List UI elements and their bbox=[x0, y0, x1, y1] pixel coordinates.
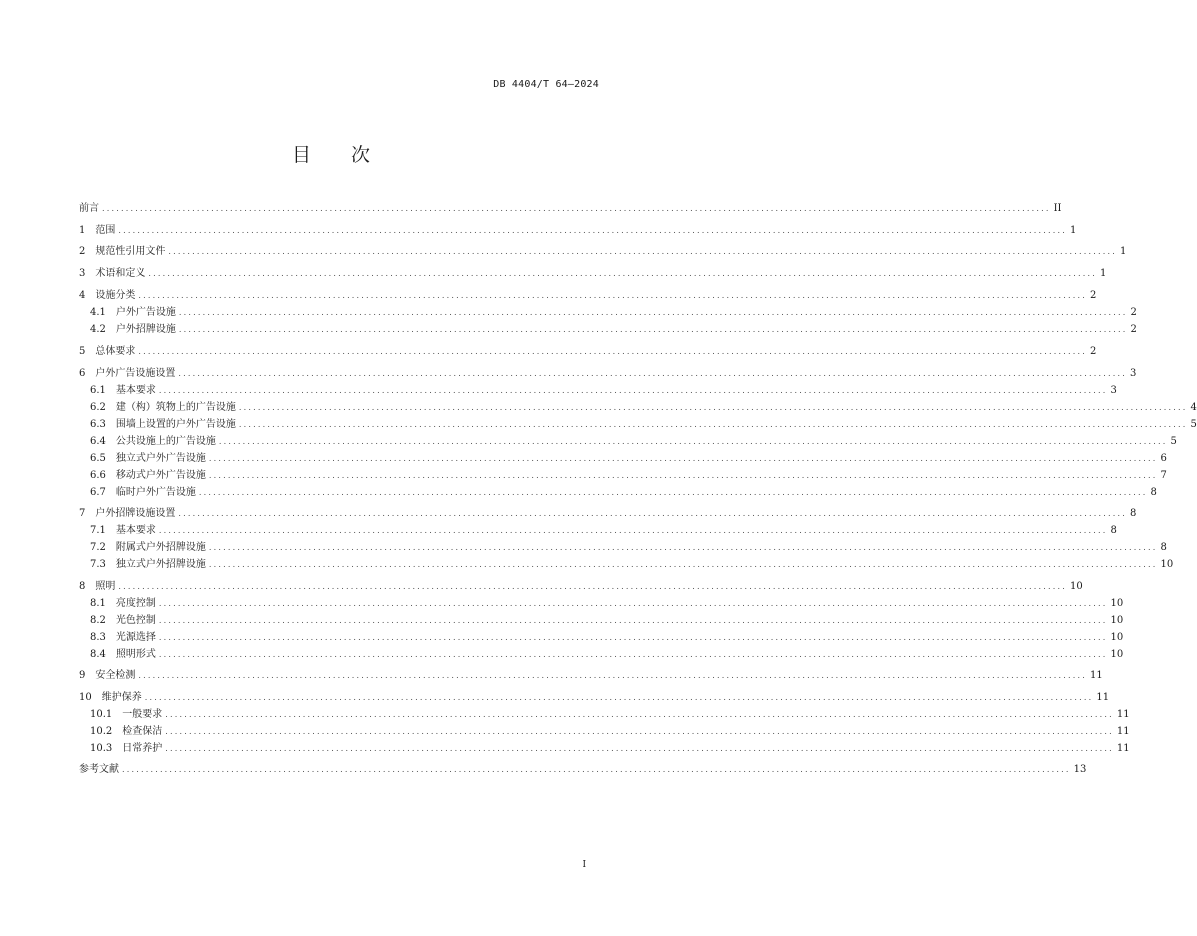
toc-entry[interactable] bbox=[79, 201, 1062, 217]
toc-entry[interactable] bbox=[79, 468, 1167, 484]
toc-entry-label: 附属式户外招牌设施 bbox=[115, 542, 206, 553]
toc-entry-number: 6.1 bbox=[90, 385, 106, 396]
toc-leader-dots: ........................................................................................................................................................................................................ bbox=[208, 543, 1158, 552]
toc-entry-page: 10 bbox=[1110, 598, 1124, 609]
page-number: I bbox=[582, 860, 586, 870]
toc-entry[interactable] bbox=[79, 690, 1110, 706]
toc-entry-number: 7.2 bbox=[90, 542, 106, 553]
toc-entry-page: 6 bbox=[1160, 453, 1167, 464]
toc-leader-dots: ........................................................................................................................................................................................................ bbox=[178, 509, 1127, 518]
toc-entry-page: 8 bbox=[1150, 487, 1157, 498]
toc-entry-label: 规范性引用文件 bbox=[95, 246, 166, 257]
toc-entry-page: 3 bbox=[1129, 368, 1137, 379]
toc-entry[interactable] bbox=[79, 223, 1077, 239]
toc-entry[interactable] bbox=[79, 417, 1197, 433]
toc-entry-label: 户外广告设施 bbox=[115, 307, 176, 318]
toc-entry-label: 检查保洁 bbox=[122, 726, 163, 737]
toc-leader-dots: ........................................................................................................................................................................................................ bbox=[158, 633, 1108, 642]
toc-entry-label: 户外广告设施设置 bbox=[95, 368, 176, 379]
toc-leader-dots: ........................................................................................................................................................................................................ bbox=[178, 369, 1127, 378]
toc-entry-page: 1 bbox=[1119, 246, 1127, 257]
toc-entry-label: 安全检测 bbox=[95, 670, 136, 681]
toc-entry-label: 户外招牌设施 bbox=[115, 324, 176, 335]
toc-entry-page: 11 bbox=[1116, 726, 1130, 737]
toc-entry-page: 11 bbox=[1116, 709, 1130, 720]
toc-leader-dots: ........................................................................................................................................................................................................ bbox=[158, 616, 1108, 625]
toc-entry-number: 8.1 bbox=[90, 598, 106, 609]
toc-leader-dots: ........................................................................................................................................................................................................ bbox=[138, 291, 1087, 300]
toc-entry[interactable] bbox=[79, 668, 1103, 684]
toc-entry-number: 4.1 bbox=[90, 307, 106, 318]
toc-entry-label: 光源选择 bbox=[115, 632, 156, 643]
toc-entry[interactable] bbox=[79, 305, 1137, 321]
toc-entry-label: 光色控制 bbox=[115, 615, 156, 626]
toc-entry-number: 10.2 bbox=[90, 726, 113, 737]
toc-leader-dots: ........................................................................................................................................................................................................ bbox=[165, 710, 1114, 719]
toc-leader-dots: ........................................................................................................................................................................................................ bbox=[158, 650, 1108, 659]
toc-entry[interactable] bbox=[79, 434, 1177, 450]
toc-entry[interactable] bbox=[79, 244, 1127, 260]
toc-leader-dots: ........................................................................................................................................................................................................ bbox=[122, 765, 1071, 774]
toc-entry-page: 11 bbox=[1096, 692, 1110, 703]
toc-entry-number: 4 bbox=[79, 290, 86, 301]
toc-entry-page: 10 bbox=[1110, 632, 1124, 643]
toc-leader-dots: ........................................................................................................................................................................................................ bbox=[158, 386, 1108, 395]
toc-leader-dots: ........................................................................................................................................................................................................ bbox=[238, 420, 1188, 429]
toc-leader-dots: ........................................................................................................................................................................................................ bbox=[218, 437, 1168, 446]
toc-entry-page: 11 bbox=[1089, 670, 1103, 681]
toc-entry-number: 6 bbox=[79, 368, 86, 379]
toc-entry-page: 1 bbox=[1099, 268, 1107, 279]
toc-entry-label: 日常养护 bbox=[122, 743, 163, 754]
toc-leader-dots: ........................................................................................................................................................................................................ bbox=[208, 560, 1158, 569]
toc-entry-page: 10 bbox=[1069, 581, 1083, 592]
toc-entry-number: 1 bbox=[79, 225, 86, 236]
toc-entry[interactable] bbox=[79, 762, 1087, 778]
toc-leader-dots: ........................................................................................................................................................................................................ bbox=[148, 269, 1097, 278]
toc-entry[interactable] bbox=[79, 724, 1130, 740]
toc-entry-label: 临时户外广告设施 bbox=[115, 487, 196, 498]
toc-entry-number: 7.1 bbox=[90, 525, 106, 536]
toc-entry-number: 6.3 bbox=[90, 419, 106, 430]
toc-entry-number: 9 bbox=[79, 670, 86, 681]
toc-entry-label: 设施分类 bbox=[95, 290, 136, 301]
toc-leader-dots: ........................................................................................................................................................................................................ bbox=[118, 226, 1067, 235]
toc-entry[interactable] bbox=[79, 707, 1130, 723]
toc-entry-page: II bbox=[1053, 203, 1062, 214]
page-title: 目次 bbox=[291, 144, 410, 166]
toc-entry-number: 10.3 bbox=[90, 743, 113, 754]
toc-entry-page: 10 bbox=[1110, 615, 1124, 626]
toc-entry-page: 8 bbox=[1160, 542, 1167, 553]
toc-entry[interactable] bbox=[79, 579, 1083, 595]
toc-entry-label: 基本要求 bbox=[115, 385, 156, 396]
toc-entry[interactable] bbox=[79, 523, 1117, 539]
toc-entry-page: 8 bbox=[1129, 508, 1137, 519]
toc-entry-number: 5 bbox=[79, 346, 86, 357]
toc-entry-label: 亮度控制 bbox=[115, 598, 156, 609]
toc-entry[interactable] bbox=[79, 266, 1107, 282]
toc-leader-dots: ........................................................................................................................................................................................................ bbox=[158, 526, 1108, 535]
toc-leader-dots: ........................................................................................................................................................................................................ bbox=[138, 671, 1087, 680]
toc-entry-page: 1 bbox=[1069, 225, 1077, 236]
toc-entry-number: 7 bbox=[79, 508, 86, 519]
toc-entry-label: 照明 bbox=[95, 581, 116, 592]
toc-entry[interactable] bbox=[79, 557, 1174, 573]
toc-entry-label: 户外招牌设施设置 bbox=[95, 508, 176, 519]
toc-entry-number: 10.1 bbox=[90, 709, 113, 720]
toc-entry-label: 独立式户外广告设施 bbox=[115, 453, 206, 464]
toc-leader-dots: ........................................................................................................................................................................................................ bbox=[165, 744, 1114, 753]
toc-leader-dots: ........................................................................................................................................................................................................ bbox=[198, 488, 1148, 497]
toc-entry-page: 4 bbox=[1190, 402, 1197, 413]
toc-leader-dots: ........................................................................................................................................................................................................ bbox=[208, 454, 1158, 463]
toc-entry-label: 维护保养 bbox=[101, 692, 142, 703]
toc-entry[interactable] bbox=[79, 506, 1137, 522]
toc-entry-label: 术语和定义 bbox=[95, 268, 146, 279]
toc-entry[interactable] bbox=[79, 400, 1197, 416]
toc-leader-dots: ........................................................................................................................................................................................................ bbox=[158, 599, 1108, 608]
toc-entry-page: 11 bbox=[1116, 743, 1130, 754]
toc-entry-label: 移动式户外广告设施 bbox=[115, 470, 206, 481]
toc-entry[interactable] bbox=[79, 383, 1117, 399]
toc-entry[interactable] bbox=[79, 485, 1157, 501]
toc-entry-page: 2 bbox=[1089, 290, 1097, 301]
document-id: DB 4404/T 64—2024 bbox=[493, 79, 599, 90]
toc-leader-dots: ........................................................................................................................................................................................................ bbox=[168, 247, 1117, 256]
toc-entry-number: 3 bbox=[79, 268, 86, 279]
toc-entry-page: 2 bbox=[1130, 307, 1137, 318]
toc-entry-number: 8.3 bbox=[90, 632, 106, 643]
toc-entry-page: 10 bbox=[1110, 649, 1124, 660]
toc-entry-label: 建（构）筑物上的广告设施 bbox=[115, 402, 236, 413]
toc-leader-dots: ........................................................................................................................................................................................................ bbox=[102, 204, 1051, 213]
toc-entry-number: 6.4 bbox=[90, 436, 106, 447]
toc-entry-label: 范围 bbox=[95, 225, 116, 236]
toc-entry[interactable] bbox=[79, 366, 1137, 382]
toc-entry-page: 2 bbox=[1130, 324, 1137, 335]
toc-leader-dots: ........................................................................................................................................................................................................ bbox=[144, 693, 1094, 702]
toc-entry[interactable] bbox=[79, 451, 1167, 467]
toc-entry[interactable] bbox=[79, 322, 1137, 338]
toc-leader-dots: ........................................................................................................................................................................................................ bbox=[208, 471, 1158, 480]
toc-entry-label: 独立式户外招牌设施 bbox=[115, 559, 206, 570]
toc-leader-dots: ........................................................................................................................................................................................................ bbox=[178, 325, 1128, 334]
toc-leader-dots: ........................................................................................................................................................................................................ bbox=[165, 727, 1114, 736]
toc-leader-dots: ........................................................................................................................................................................................................ bbox=[238, 403, 1188, 412]
toc-entry-page: 5 bbox=[1170, 436, 1177, 447]
toc-entry-number: 4.2 bbox=[90, 324, 106, 335]
toc-entry-page: 3 bbox=[1110, 385, 1117, 396]
toc-entry-label: 基本要求 bbox=[115, 525, 156, 536]
toc-entry-number: 2 bbox=[79, 246, 86, 257]
toc-leader-dots: ........................................................................................................................................................................................................ bbox=[118, 582, 1067, 591]
toc-entry-label: 总体要求 bbox=[95, 346, 136, 357]
toc-entry[interactable] bbox=[79, 613, 1124, 629]
toc-entry-number: 6.2 bbox=[90, 402, 106, 413]
toc-entry-page: 2 bbox=[1089, 346, 1097, 357]
toc-entry[interactable] bbox=[79, 288, 1097, 304]
toc-entry-number: 8 bbox=[79, 581, 86, 592]
toc-entry-number: 6.5 bbox=[90, 453, 106, 464]
toc-entry-page: 10 bbox=[1160, 559, 1174, 570]
toc-entry-number: 8.4 bbox=[90, 649, 106, 660]
toc-entry-label: 围墙上设置的户外广告设施 bbox=[115, 419, 236, 430]
toc-entry-page: 8 bbox=[1110, 525, 1117, 536]
toc-entry-page: 7 bbox=[1160, 470, 1167, 481]
toc-entry[interactable] bbox=[79, 630, 1124, 646]
toc-entry-number: 7.3 bbox=[90, 559, 106, 570]
toc-entry-number: 6.7 bbox=[90, 487, 106, 498]
toc-entry-number: 8.2 bbox=[90, 615, 106, 626]
toc-entry[interactable] bbox=[79, 741, 1130, 757]
toc-entry-label: 照明形式 bbox=[115, 649, 156, 660]
toc-entry-page: 5 bbox=[1190, 419, 1197, 430]
toc-leader-dots: ........................................................................................................................................................................................................ bbox=[178, 308, 1128, 317]
toc-entry-page: 13 bbox=[1073, 764, 1087, 775]
toc-entry-number: 10 bbox=[79, 692, 92, 703]
toc-entry-label: 一般要求 bbox=[122, 709, 163, 720]
toc-leader-dots: ........................................................................................................................................................................................................ bbox=[138, 347, 1087, 356]
toc-entry[interactable] bbox=[79, 344, 1097, 360]
toc-entry-label: 公共设施上的广告设施 bbox=[115, 436, 216, 447]
toc-entry-number: 6.6 bbox=[90, 470, 106, 481]
toc-entry[interactable] bbox=[79, 647, 1124, 663]
toc-entry[interactable] bbox=[79, 540, 1167, 556]
toc-entry[interactable] bbox=[79, 596, 1124, 612]
toc-entry-label: 前言 bbox=[79, 203, 99, 214]
toc-entry-label: 参考文献 bbox=[79, 764, 119, 775]
